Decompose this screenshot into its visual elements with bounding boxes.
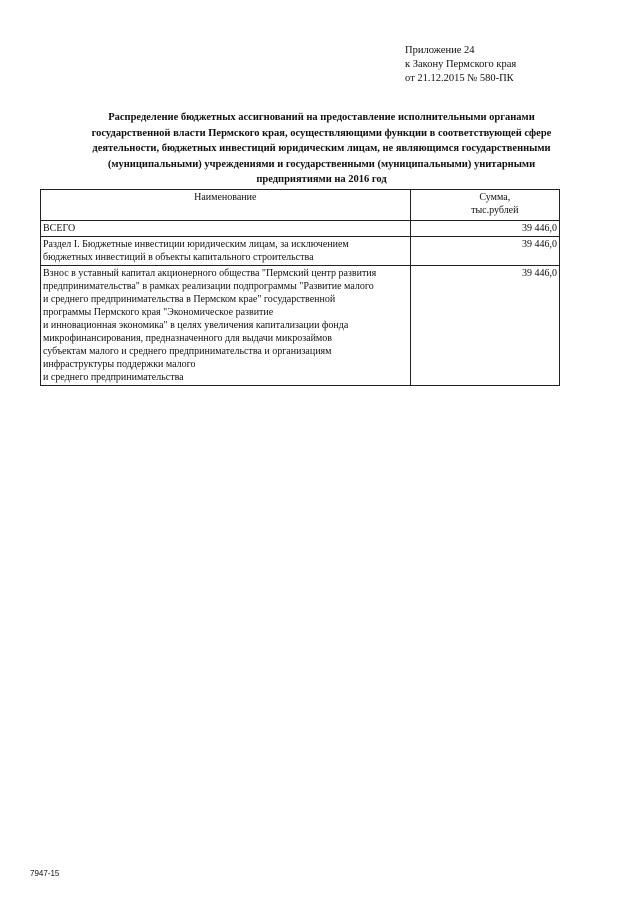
- row-sum: 39 446,0: [522, 268, 557, 279]
- title-line-3: деятельности, бюджетных инвестиций юридическим лицам, не являющимся государственными: [92, 143, 551, 154]
- title-line-1: Распределение бюджетных ассигнований на предоставление исполнительными органами: [108, 112, 535, 123]
- table-row: [41, 266, 560, 386]
- row-sum: 39 446,0: [522, 239, 557, 250]
- table-header-row: [41, 190, 560, 221]
- appendix-line-1: Приложение 24: [405, 45, 475, 56]
- appendix-block: [405, 44, 585, 86]
- appendix-line-3: от 21.12.2015 № 580-ПК: [405, 73, 514, 84]
- row-name-cell: [41, 266, 411, 386]
- row-name-cell: [41, 237, 411, 266]
- document-title: [44, 110, 599, 188]
- appendix-line-2: к Закону Пермского края: [405, 59, 517, 70]
- table-row: [41, 237, 560, 266]
- header-name-cell: [41, 190, 411, 221]
- title-line-2: государственной власти Пермского края, осуществляющими функции в соответствующей сфере: [91, 127, 552, 139]
- budget-table: [40, 189, 560, 386]
- row-name: ВСЕГО: [43, 223, 76, 234]
- document-code: 7947-15: [30, 869, 60, 878]
- header-sum-label: Сумма, тыс.рублей: [471, 192, 519, 216]
- table-row: [41, 221, 560, 237]
- title-line-4: (муниципальными) учреждениями и государственными (муниципальными) унитарными: [107, 158, 536, 170]
- row-sum: 39 446,0: [522, 223, 557, 234]
- row-name-cell: [41, 221, 411, 237]
- header-sum-cell: [410, 190, 559, 221]
- row-name: Раздел I. Бюджетные инвестиции юридическим лицам, за исключением бюджетных инвестиций в объекты капитального строительства: [43, 239, 349, 263]
- title-line-5: предприятиями на 2016 год: [256, 174, 387, 185]
- row-sum-cell: [410, 266, 559, 386]
- row-sum-cell: [410, 237, 559, 266]
- row-name: Взнос в уставный капитал акционерного общества "Пермский центр развития предпринимательства" в рамках реализации подпрограммы "Развитие малого и среднего предпринимательства в Пермском крае" государственной программы Пермского края "Экономическое развитие и инновационная экономика" в целях увеличения капитализации фонда микрофинансирования, предназначенного для выдачи микрозаймов субъектам малого и среднего предпринимательства и организациям инфраструктуры поддержки малого и среднего предпринимательства: [43, 268, 377, 383]
- header-name-label: Наименование: [194, 192, 257, 203]
- row-sum-cell: [410, 221, 559, 237]
